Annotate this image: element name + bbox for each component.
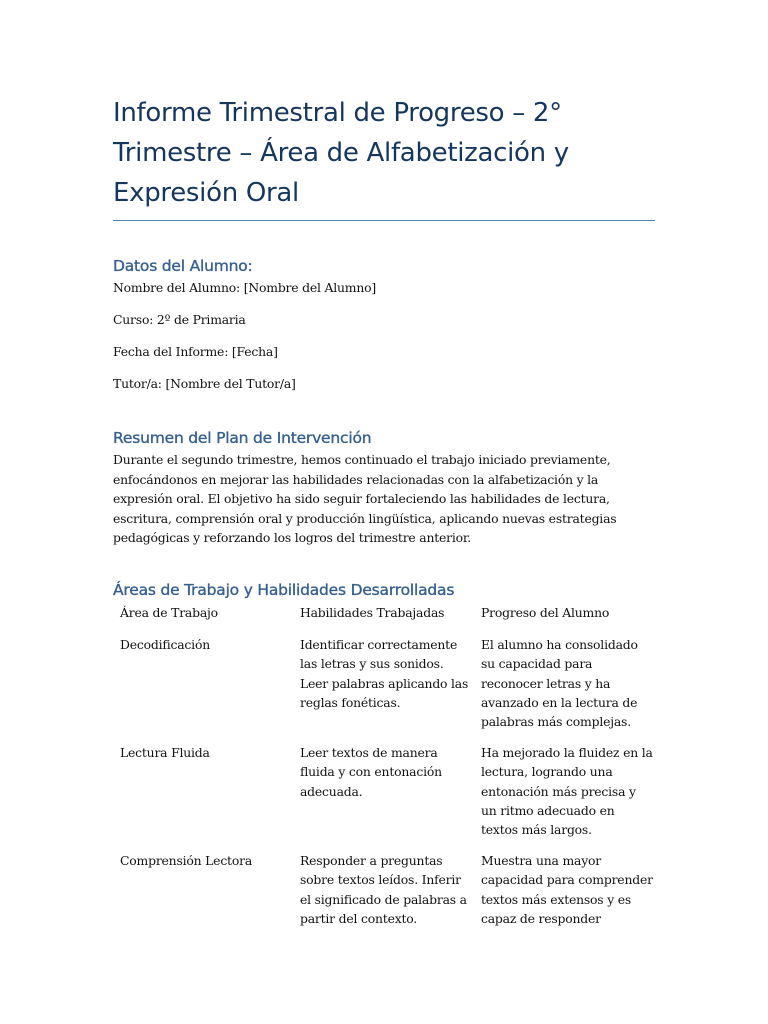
- table-cell-skills: Identificar correctamente las letras y sus sonidos. Leer palabras aplicando las reglas fonéticas.: [300, 637, 469, 710]
- document-title: Informe Trimestral de Progreso – 2° Trimestre – Área de Alfabetización y Expresión Oral: [113, 98, 569, 208]
- work-areas-heading: Áreas de Trabajo y Habilidades Desarrolladas: [113, 581, 455, 599]
- student-data-heading: Datos del Alumno:: [113, 257, 253, 275]
- title-divider: [113, 220, 655, 221]
- table-cell-progress: El alumno ha consolidado su capacidad para reconocer letras y ha avanzado en la lectura de palabras más complejas.: [481, 637, 638, 730]
- course-field: Curso: 2º de Primaria: [113, 312, 246, 327]
- table-cell-progress: Muestra una mayor capacidad para comprender textos más extensos y es capaz de responder: [481, 853, 653, 926]
- tutor-field: Tutor/a: [Nombre del Tutor/a]: [113, 376, 296, 391]
- table-cell-progress: Ha mejorado la fluidez en la lectura, logrando una entonación más precisa y un ritmo adecuado en textos más largos.: [481, 745, 653, 838]
- table-cell-skills: Responder a preguntas sobre textos leídos. Inferir el significado de palabras a partir del contexto.: [300, 853, 467, 926]
- student-name-field: Nombre del Alumno: [Nombre del Alumno]: [113, 280, 377, 295]
- table-cell-area: Lectura Fluida: [120, 745, 210, 760]
- table-header-cell: Habilidades Trabajadas: [300, 605, 445, 620]
- table-header-cell: Progreso del Alumno: [481, 605, 610, 620]
- report-date-field: Fecha del Informe: [Fecha]: [113, 344, 278, 359]
- plan-summary-paragraph: Durante el segundo trimestre, hemos continuado el trabajo iniciado previamente, enfocándonos en mejorar las habilidades relacionadas con la alfabetización y la expresión oral. El objetivo ha sido seguir fortaleciendo las habilidades de lectura, escritura, comprensión oral y producción lingüística, aplicando nuevas estrategias pedagógicas y reforzando los logros del trimestre anterior.: [113, 452, 617, 545]
- table-header-cell: Área de Trabajo: [120, 605, 218, 620]
- table-cell-area: Comprensión Lectora: [120, 853, 253, 868]
- plan-summary-heading: Resumen del Plan de Intervención: [113, 429, 372, 447]
- table-cell-area: Decodificación: [120, 637, 210, 652]
- table-cell-skills: Leer textos de manera fluida y con entonación adecuada.: [300, 745, 442, 799]
